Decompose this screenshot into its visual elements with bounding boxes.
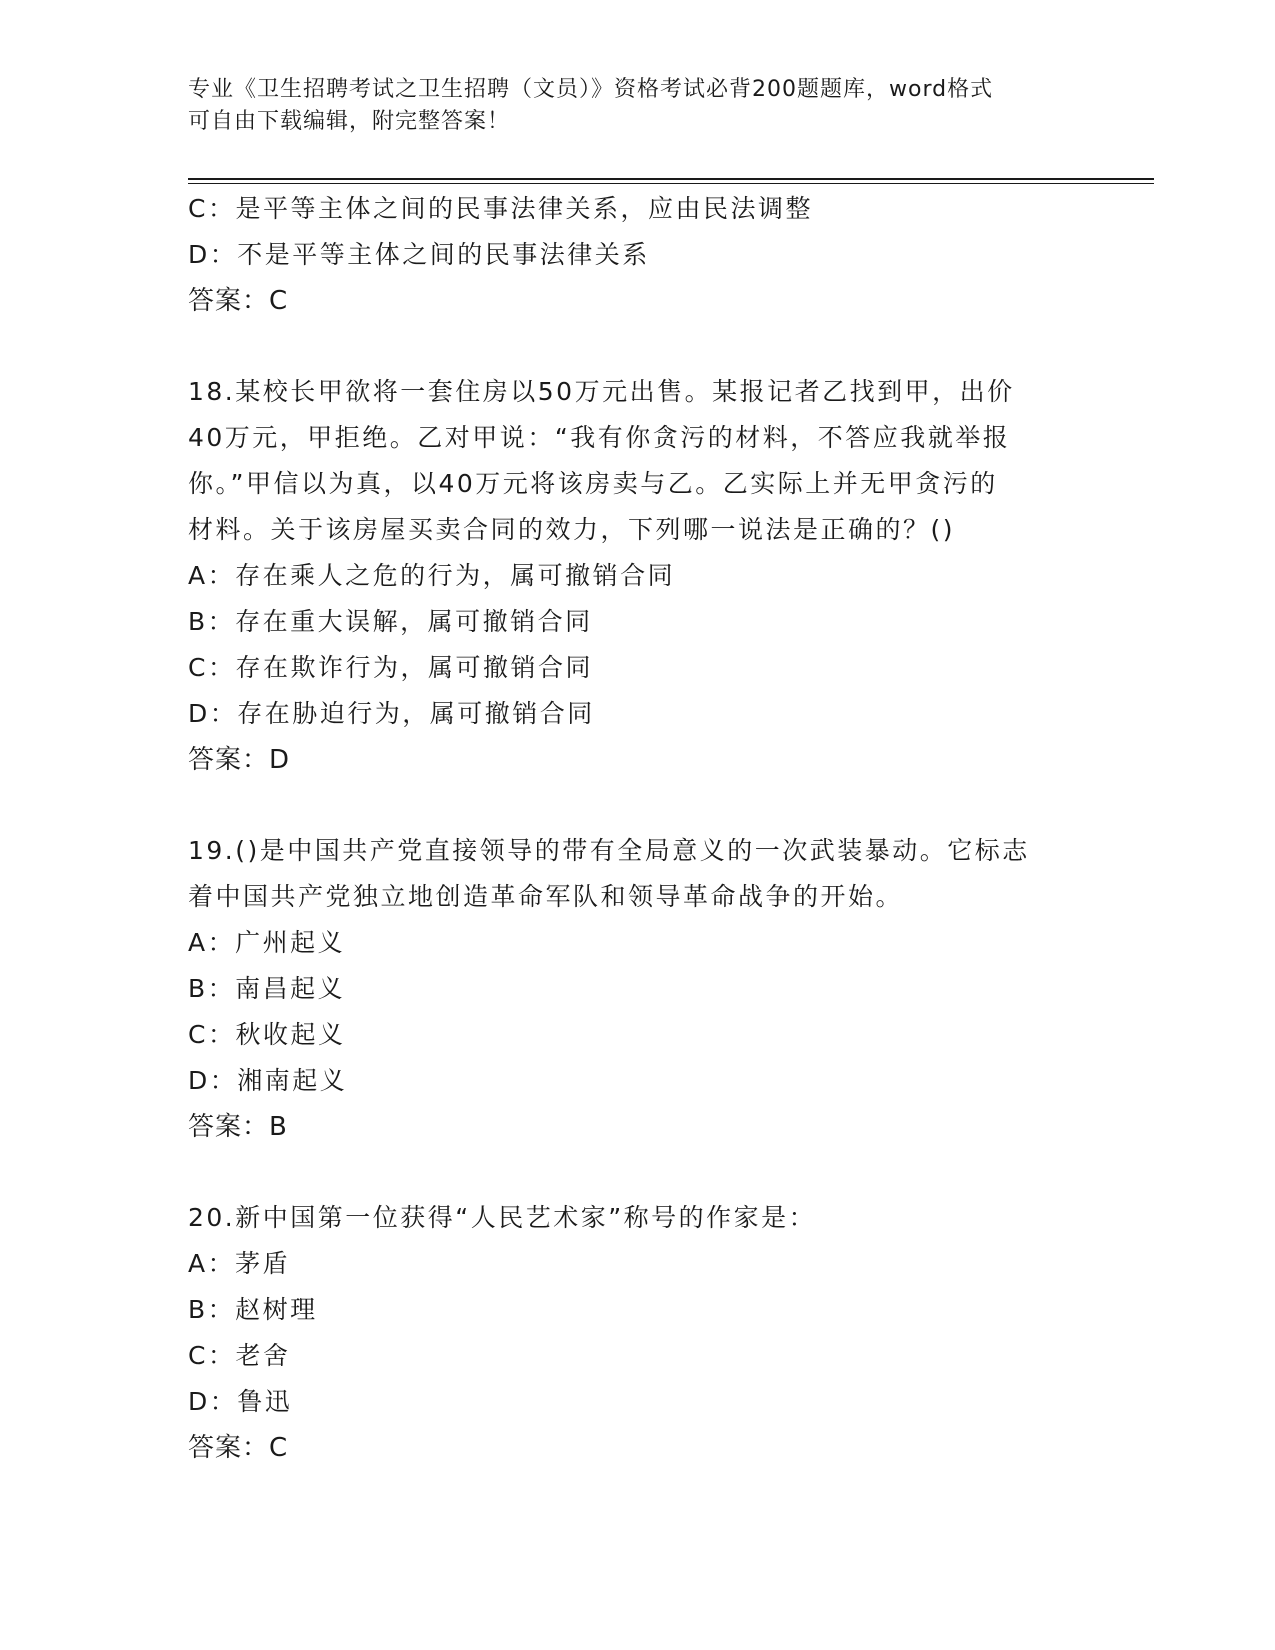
question-stem-line: 40万元，甲拒绝。乙对甲说：“我有你贪污的材料，不答应我就举报	[188, 423, 1011, 452]
answer-label: 答案：C	[188, 1433, 289, 1463]
question-stem-line: 你。”甲信以为真，以40万元将该房卖与乙。乙实际上并无甲贪污的	[188, 469, 998, 498]
question-block-19	[188, 828, 1088, 1150]
option-b: B：赵树理	[188, 1295, 318, 1324]
answer-label: 答案：C	[188, 286, 289, 316]
answer-label: 答案：D	[188, 745, 291, 775]
spacer	[188, 783, 1088, 828]
option-c: C：老舍	[188, 1341, 291, 1370]
question-list	[188, 186, 1088, 1471]
header-line-2: 可自由下载编辑，附完整答案！	[188, 109, 511, 134]
spacer	[188, 324, 1088, 369]
question-block-20	[188, 1195, 1088, 1471]
header-divider-thin	[188, 183, 1154, 184]
option-c: C：秋收起义	[188, 1020, 346, 1049]
question-block-18	[188, 369, 1088, 783]
option-c: C：存在欺诈行为，属可撤销合同	[188, 653, 593, 682]
option-c: C：是平等主体之间的民事法律关系，应由民法调整	[188, 194, 813, 223]
question-stem-line: 着中国共产党独立地创造革命军队和领导革命战争的开始。	[188, 882, 904, 911]
option-d: D：存在胁迫行为，属可撤销合同	[188, 699, 595, 728]
header-divider-thick	[188, 178, 1154, 180]
option-b: B：南昌起义	[188, 974, 346, 1003]
option-d: D：湘南起义	[188, 1066, 348, 1095]
option-a: A：广州起义	[188, 928, 346, 957]
question-stem-line: 20.新中国第一位获得“人民艺术家”称号的作家是：	[188, 1203, 817, 1232]
option-d: D：不是平等主体之间的民事法律关系	[188, 240, 650, 269]
question-stem-line: 材料。关于该房屋买卖合同的效力，下列哪一说法是正确的？()	[188, 515, 956, 544]
document-header	[188, 74, 1068, 138]
option-d: D：鲁迅	[188, 1387, 293, 1416]
spacer	[188, 1150, 1088, 1195]
question-stem-line: 19.()是中国共产党直接领导的带有全局意义的一次武装暴动。它标志	[188, 836, 1030, 865]
answer-label: 答案：B	[188, 1112, 288, 1142]
option-b: B：存在重大误解，属可撤销合同	[188, 607, 593, 636]
question-stem-line: 18.某校长甲欲将一套住房以50万元出售。某报记者乙找到甲，出价	[188, 377, 1015, 406]
option-a: A：存在乘人之危的行为，属可撤销合同	[188, 561, 676, 590]
question-block-17	[188, 186, 1088, 324]
option-a: A：茅盾	[188, 1249, 291, 1278]
header-line-1: 专业《卫生招聘考试之卫生招聘（文员）》资格考试必背200题题库，word格式	[188, 77, 994, 102]
